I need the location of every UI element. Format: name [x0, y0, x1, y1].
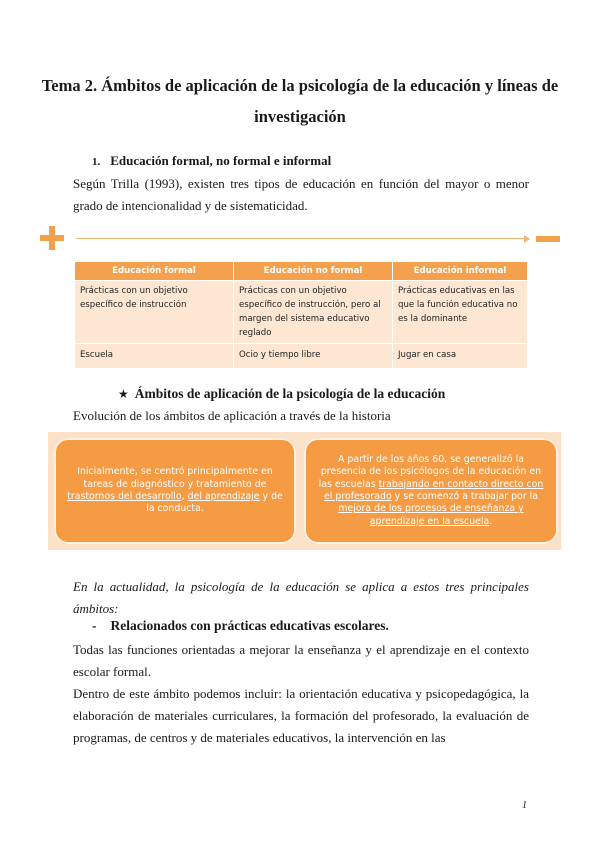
section-heading-3 [92, 618, 389, 634]
section-heading-text: Relacionados con prácticas educativas escolares. [110, 618, 389, 633]
page-number: 1 [522, 800, 527, 811]
table-header: Educación formal [75, 262, 234, 281]
table-header: Educación informal [393, 262, 528, 281]
plus-icon [40, 226, 64, 250]
box-underlined-text: trabajando en contacto directo con el profesorado [324, 478, 544, 502]
table-cell: Prácticas educativas en las que la función educativa no es la dominante [393, 281, 528, 344]
table-header: Educación no formal [234, 262, 393, 281]
box-text: , [181, 491, 188, 502]
italic-paragraph: En la actualidad, la psicología de la educación se aplica a estos tres principales ámbitos: [73, 579, 529, 616]
divider-line [76, 238, 528, 239]
section3-paragraph-1: Todas las funciones orientadas a mejorar la enseñanza y el aprendizaje en el contexto escolar formal. [73, 642, 529, 679]
section-heading-2 [118, 386, 445, 402]
table-cell: Prácticas con un objetivo específico de instrucción, pero al margen del sistema educativo reglado [234, 281, 393, 344]
box-text: y se comenzó a trabajar por la [391, 491, 538, 502]
box-text: Inicialmente, se centró principalmente en tareas de diagnóstico y tratamiento de [77, 466, 273, 490]
table-cell: Ocio y tiempo libre [234, 344, 393, 369]
box-text: A partir de los años 60, se generalizó la presencia de los psicólogos de la educación en las escuelas [318, 453, 542, 490]
history-box-initial [54, 438, 296, 544]
table-row [75, 344, 528, 369]
table-row [75, 281, 528, 344]
history-box-60s [304, 438, 558, 544]
star-icon: ★ [118, 387, 129, 401]
table-header-row [75, 262, 528, 281]
table-cell: Prácticas con un objetivo específico de instrucción [75, 281, 234, 344]
section1-paragraph: Según Trilla (1993), existen tres tipos de educación en función del mayor o menor grado de intencionalidad y de sistematicidad. [73, 176, 529, 213]
box-text: y de la conducta. [146, 491, 283, 515]
section-heading-text: Educación formal, no formal e informal [110, 153, 332, 168]
minus-icon [536, 236, 560, 242]
page-title: Tema 2. Ámbitos de aplicación de la psicología de la educación y líneas de investigación [41, 76, 559, 126]
box-underlined-text: trastornos del desarrollo [67, 491, 182, 502]
education-types-table [75, 262, 528, 368]
box-underlined-text: mejora de los procesos de enseñanza y aprendizaje en la escuela [338, 503, 524, 527]
table-cell: Escuela [75, 344, 234, 369]
section3-paragraph-2: Dentro de este ámbito podemos incluir: la orientación educativa y psicopedagógica, la elaboración de materiales curriculares, la formación del profesorado, la evaluación de programas, de centros y de materiales educativos, la intervención en las [73, 686, 529, 745]
section-heading-text: Ámbitos de aplicación de la psicología de la educación [134, 386, 446, 401]
section2-subtitle: Evolución de los ámbitos de aplicación a través de la historia [73, 408, 391, 423]
list-dash: - [92, 618, 97, 633]
box-underlined-text: del aprendizaje [187, 491, 260, 502]
section-heading-1 [92, 153, 331, 169]
arrow-right-icon [524, 235, 530, 243]
section-number: 1. [92, 156, 101, 168]
box-text: . [489, 515, 493, 527]
table-cell: Jugar en casa [393, 344, 528, 369]
